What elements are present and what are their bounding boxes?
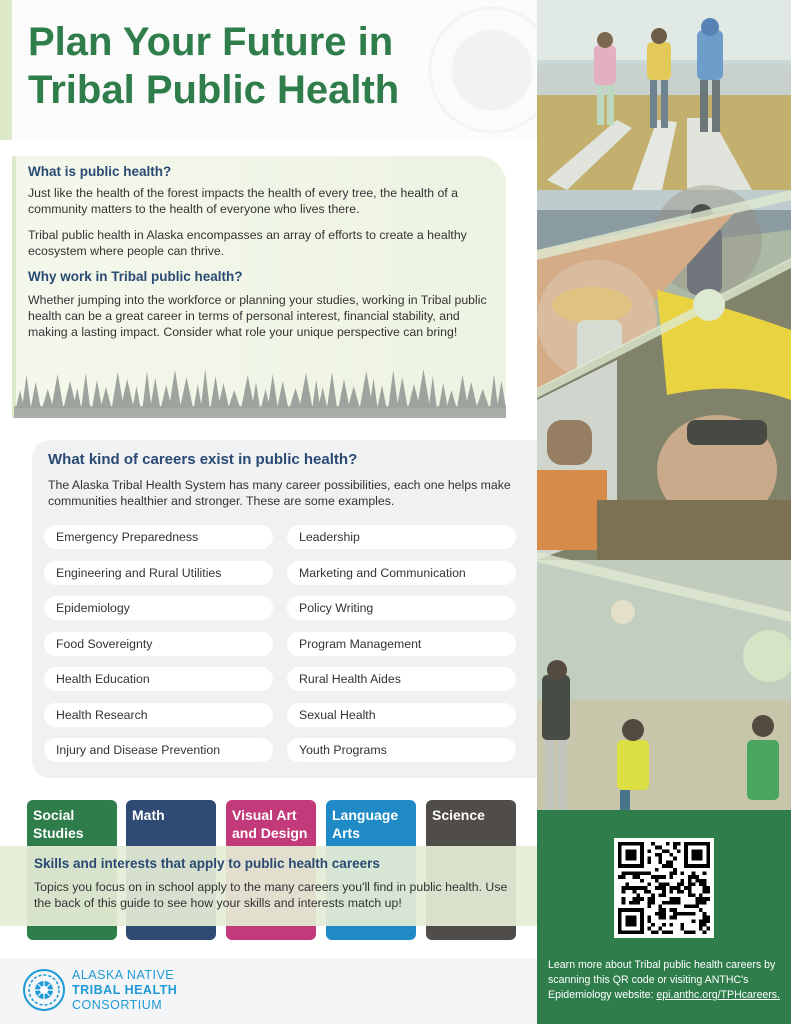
qr-module: [662, 923, 666, 927]
qr-module: [636, 897, 640, 901]
qr-module: [629, 901, 633, 905]
qr-code[interactable]: [614, 838, 714, 938]
qr-module: [703, 879, 707, 883]
what-is-public-health-heading: What is public health?: [28, 164, 172, 179]
qr-module: [629, 871, 633, 875]
qr-module: [647, 882, 651, 886]
qr-module: [647, 919, 651, 923]
photo-collage: [537, 0, 791, 810]
qr-module: [670, 871, 674, 875]
qr-module: [673, 842, 677, 846]
forest-treeline-illustration: [14, 368, 506, 418]
website-link[interactable]: epi.anthc.org/TPHcareers.: [656, 989, 781, 1001]
tree-shape: [348, 386, 360, 408]
tree-shape: [497, 381, 506, 408]
tree-shape: [180, 377, 193, 408]
tree-shape: [378, 385, 387, 408]
qr-module: [662, 916, 666, 920]
qr-module: [695, 875, 699, 879]
tree-shape: [417, 369, 430, 408]
qr-module: [647, 905, 651, 909]
qr-module: [670, 890, 674, 894]
qr-module: [703, 919, 707, 923]
qr-module: [703, 886, 707, 890]
qr-module: [699, 882, 703, 886]
tree-shape: [81, 373, 90, 408]
qr-module: [699, 923, 703, 927]
anthc-logo-icon: [22, 968, 66, 1012]
qr-module: [670, 864, 674, 868]
qr-module: [658, 912, 662, 916]
qr-module: [703, 916, 707, 920]
tree-shape: [447, 390, 457, 408]
qr-module: [658, 882, 662, 886]
qr-module: [699, 894, 703, 898]
qr-module: [647, 897, 651, 901]
tree-shape: [397, 377, 408, 408]
qr-module: [625, 886, 629, 890]
logo-line-1: ALASKA NATIVE: [72, 968, 175, 982]
qr-module: [699, 927, 703, 931]
tree-shape: [339, 379, 350, 408]
career-pill-rural-health-aides: Rural Health Aides: [287, 667, 516, 691]
qr-module: [651, 901, 655, 905]
qr-module: [622, 897, 626, 901]
tree-shape: [439, 383, 448, 408]
qr-module: [706, 919, 710, 923]
qr-module: [633, 886, 637, 890]
qr-module: [658, 853, 662, 857]
qr-module: [677, 912, 681, 916]
tree-shape: [169, 370, 181, 408]
qr-module: [662, 886, 666, 890]
qr-module: [677, 890, 681, 894]
tree-shape: [312, 380, 320, 408]
qr-module: [651, 875, 655, 879]
career-pill-policy-writing: Policy Writing: [287, 596, 516, 620]
qr-module: [703, 901, 707, 905]
tree-shape: [143, 371, 152, 408]
qr-module: [695, 905, 699, 909]
tree-shape: [490, 374, 498, 408]
qr-module: [692, 930, 696, 934]
qr-module: [666, 882, 670, 886]
qr-module: [692, 882, 696, 886]
qr-module: [677, 882, 681, 886]
qr-module: [622, 871, 626, 875]
tree-shape: [290, 388, 302, 408]
qr-module: [706, 927, 710, 931]
qr-module: [688, 879, 692, 883]
qr-module: [662, 890, 666, 894]
anthc-logo-wordmark: [72, 968, 177, 1013]
qr-module: [673, 916, 677, 920]
intro-paragraph-3: Whether jumping into the workforce or planning your studies, working in Tribal public health can be a great career in terms of personal interest, financial stability, and making a lasting impact. Consider what role your unique perspective can bring!: [28, 293, 487, 339]
careers-description: The Alaska Tribal Health System has many career possibilities, each one helps make communities healthier and stronger. These are some examples.: [48, 478, 511, 508]
tree-shape: [22, 375, 31, 408]
qr-module: [666, 864, 670, 868]
qr-module: [651, 923, 655, 927]
qr-module: [625, 882, 629, 886]
logo-line-2: TRIBAL HEALTH: [72, 983, 178, 997]
qr-module: [666, 930, 670, 934]
qr-module: [703, 912, 707, 916]
qr-module: [688, 882, 692, 886]
qr-module: [695, 901, 699, 905]
subject-label: Math: [132, 807, 165, 823]
qr-module: [658, 886, 662, 890]
qr-module: [681, 879, 685, 883]
subject-label: Visual Art and Design: [232, 807, 308, 841]
qr-module: [670, 916, 674, 920]
qr-module: [640, 871, 644, 875]
title-accent-bar: [0, 0, 12, 140]
footer-cta-text: [548, 958, 788, 1003]
qr-module: [651, 897, 655, 901]
tree-shape: [318, 387, 327, 408]
qr-module: [625, 849, 636, 860]
qr-module: [662, 864, 666, 868]
qr-module: [673, 868, 677, 872]
qr-module: [670, 853, 674, 857]
qr-module: [622, 875, 626, 879]
footer-cta-body: Learn more about Tribal public health careers by scanning this QR code or visiting ANTHC's Epidemiology website:: [548, 959, 776, 1001]
qr-module: [655, 868, 659, 872]
qr-module: [662, 912, 666, 916]
qr-module: [651, 894, 655, 898]
qr-module: [662, 901, 666, 905]
why-work-heading: Why work in Tribal public health?: [28, 269, 243, 284]
qr-module: [629, 886, 633, 890]
subject-label: Social Studies: [33, 807, 84, 841]
qr-module: [703, 871, 707, 875]
qr-module: [658, 894, 662, 898]
qr-module: [673, 912, 677, 916]
qr-module: [662, 930, 666, 934]
qr-module: [636, 871, 640, 875]
careers-heading: What kind of careers exist in public health?: [48, 451, 358, 468]
tree-shape: [228, 390, 240, 408]
tree-shape: [300, 373, 313, 408]
tree-shape: [327, 372, 337, 408]
qr-module: [670, 875, 674, 879]
qr-module: [670, 930, 674, 934]
qr-module: [636, 875, 640, 879]
qr-module: [651, 842, 655, 846]
qr-module: [670, 860, 674, 864]
qr-module: [677, 842, 681, 846]
tree-shape: [252, 382, 260, 408]
tree-shape: [457, 375, 468, 408]
career-pill-program-management: Program Management: [287, 632, 516, 656]
tree-shape: [42, 389, 53, 408]
qr-module: [658, 846, 662, 850]
qr-module: [673, 857, 677, 861]
qr-module: [677, 849, 681, 853]
qr-module: [633, 871, 637, 875]
qr-module: [655, 912, 659, 916]
qr-module: [670, 908, 674, 912]
qr-module: [684, 886, 688, 890]
qr-module: [688, 886, 692, 890]
qr-module: [692, 905, 696, 909]
qr-module: [703, 897, 707, 901]
qr-module: [699, 908, 703, 912]
qr-module: [640, 886, 644, 890]
qr-module: [658, 908, 662, 912]
qr-module: [662, 882, 666, 886]
qr-module: [647, 871, 651, 875]
qr-module: [695, 897, 699, 901]
qr-module: [625, 916, 636, 927]
tree-shape: [388, 370, 398, 408]
career-pill-food-sovereignty: Food Sovereignty: [44, 632, 273, 656]
qr-module: [633, 897, 637, 901]
tree-shape: [121, 379, 134, 408]
qr-module: [699, 919, 703, 923]
career-pill-engineering: Engineering and Rural Utilities: [44, 561, 273, 585]
tree-shape: [429, 376, 437, 408]
tree-shape: [277, 381, 288, 408]
qr-module: [644, 886, 648, 890]
qr-module: [699, 901, 703, 905]
qr-module: [662, 894, 666, 898]
qr-module: [647, 927, 651, 931]
qr-module: [677, 886, 681, 890]
qr-module: [618, 875, 622, 879]
qr-module: [688, 905, 692, 909]
qr-module: [692, 919, 696, 923]
qr-module: [684, 905, 688, 909]
qr-module: [644, 871, 648, 875]
career-pill-health-research: Health Research: [44, 703, 273, 727]
qr-module: [651, 930, 655, 934]
tree-shape: [476, 389, 489, 408]
qr-module: [662, 875, 666, 879]
qr-module: [684, 930, 688, 934]
qr-module: [666, 860, 670, 864]
career-pill-epidemiology: Epidemiology: [44, 596, 273, 620]
qr-module: [681, 912, 685, 916]
qr-module: [703, 890, 707, 894]
qr-module: [640, 879, 644, 883]
subject-label: Science: [432, 807, 485, 823]
career-pill-injury-prevention: Injury and Disease Prevention: [44, 738, 273, 762]
logo-line-3: CONSORTIUM: [72, 998, 163, 1012]
qr-module: [684, 912, 688, 916]
qr-module: [658, 916, 662, 920]
tree-shape: [52, 374, 64, 408]
tree-shape: [241, 375, 254, 408]
qr-module: [688, 894, 692, 898]
tree-shape: [370, 378, 378, 408]
qr-module: [670, 897, 674, 901]
subject-label: Language Arts: [332, 807, 399, 841]
intro-paragraph-2: Tribal public health in Alaska encompasses an array of efforts to create a healthy ecosystem where people can thrive.: [28, 228, 467, 258]
tree-shape: [133, 386, 141, 408]
qr-module: [670, 923, 674, 927]
qr-module: [662, 908, 666, 912]
qr-module: [706, 886, 710, 890]
qr-module: [662, 849, 666, 853]
qr-module: [688, 930, 692, 934]
qr-module: [692, 871, 696, 875]
tree-shape: [211, 376, 221, 408]
tree-shape: [112, 372, 124, 408]
qr-module: [636, 901, 640, 905]
qr-module: [647, 890, 651, 894]
qr-module: [647, 916, 651, 920]
qr-module: [647, 901, 651, 905]
qr-module: [666, 849, 670, 853]
career-pill-marketing: Marketing and Communication: [287, 561, 516, 585]
qr-module: [692, 849, 703, 860]
qr-module: [681, 890, 685, 894]
qr-module: [692, 875, 696, 879]
qr-module: [647, 857, 651, 861]
page-title: Plan Your Future in Tribal Public Health: [28, 20, 400, 112]
qr-module: [622, 886, 626, 890]
tree-shape: [150, 378, 160, 408]
qr-module: [681, 927, 685, 931]
qr-module: [666, 842, 670, 846]
qr-module: [622, 901, 626, 905]
qr-module: [647, 860, 651, 864]
qr-code-image: [618, 842, 710, 934]
qr-module: [681, 871, 685, 875]
tree-shape: [101, 387, 112, 408]
qr-module: [622, 890, 626, 894]
qr-module: [673, 846, 677, 850]
qr-module: [677, 901, 681, 905]
qr-module: [640, 897, 644, 901]
qr-module: [706, 897, 710, 901]
qr-module: [658, 905, 662, 909]
career-pill-leadership: Leadership: [287, 525, 516, 549]
qr-module: [655, 846, 659, 850]
qr-module: [636, 886, 640, 890]
qr-module: [633, 890, 637, 894]
qr-module: [633, 901, 637, 905]
qr-module: [703, 923, 707, 927]
career-pill-emergency-preparedness: Emergency Preparedness: [44, 525, 273, 549]
qr-module: [706, 916, 710, 920]
qr-module: [699, 879, 703, 883]
qr-module: [673, 897, 677, 901]
qr-module: [670, 901, 674, 905]
qr-module: [666, 901, 670, 905]
qr-module: [688, 912, 692, 916]
tree-shape: [218, 383, 229, 408]
qr-module: [677, 897, 681, 901]
intro-paragraph-1: Just like the health of the forest impacts the health of every tree, the health of a community matters to the health of everyone who lives there.: [28, 186, 458, 216]
qr-module: [681, 923, 685, 927]
tree-shape: [92, 380, 102, 408]
qr-module: [644, 890, 648, 894]
tree-shape: [31, 382, 41, 408]
qr-module: [706, 890, 710, 894]
tree-shape: [73, 388, 81, 408]
skills-text: Topics you focus on in school apply to the many careers you'll find in public health. Use the back of this guide to see how your skills and interests match up!: [34, 880, 508, 910]
tree-shape: [194, 384, 202, 408]
tree-shape: [268, 374, 278, 408]
qr-module: [673, 901, 677, 905]
qr-module: [703, 882, 707, 886]
qr-module: [688, 875, 692, 879]
qr-module: [681, 882, 685, 886]
tree-shape: [465, 382, 477, 408]
career-pill-youth-programs: Youth Programs: [287, 738, 516, 762]
qr-module: [688, 890, 692, 894]
qr-module: [655, 879, 659, 883]
qr-module: [625, 871, 629, 875]
qr-module: [658, 927, 662, 931]
career-pill-health-education: Health Education: [44, 667, 273, 691]
qr-module: [655, 930, 659, 934]
qr-module: [658, 875, 662, 879]
qr-module: [703, 930, 707, 934]
qr-module: [673, 886, 677, 890]
tree-shape: [201, 369, 210, 408]
qr-module: [647, 849, 651, 853]
qr-module: [699, 897, 703, 901]
qr-module: [655, 853, 659, 857]
qr-module: [670, 886, 674, 890]
qr-module: [655, 886, 659, 890]
qr-module: [673, 908, 677, 912]
qr-module: [692, 912, 696, 916]
qr-module: [692, 894, 696, 898]
qr-module: [655, 875, 659, 879]
qr-module: [658, 857, 662, 861]
qr-module: [658, 860, 662, 864]
qr-module: [673, 871, 677, 875]
qr-module: [633, 875, 637, 879]
skills-heading: Skills and interests that apply to public health careers: [34, 856, 380, 871]
qr-module: [695, 879, 699, 883]
qr-module: [636, 894, 640, 898]
career-pill-sexual-health: Sexual Health: [287, 703, 516, 727]
